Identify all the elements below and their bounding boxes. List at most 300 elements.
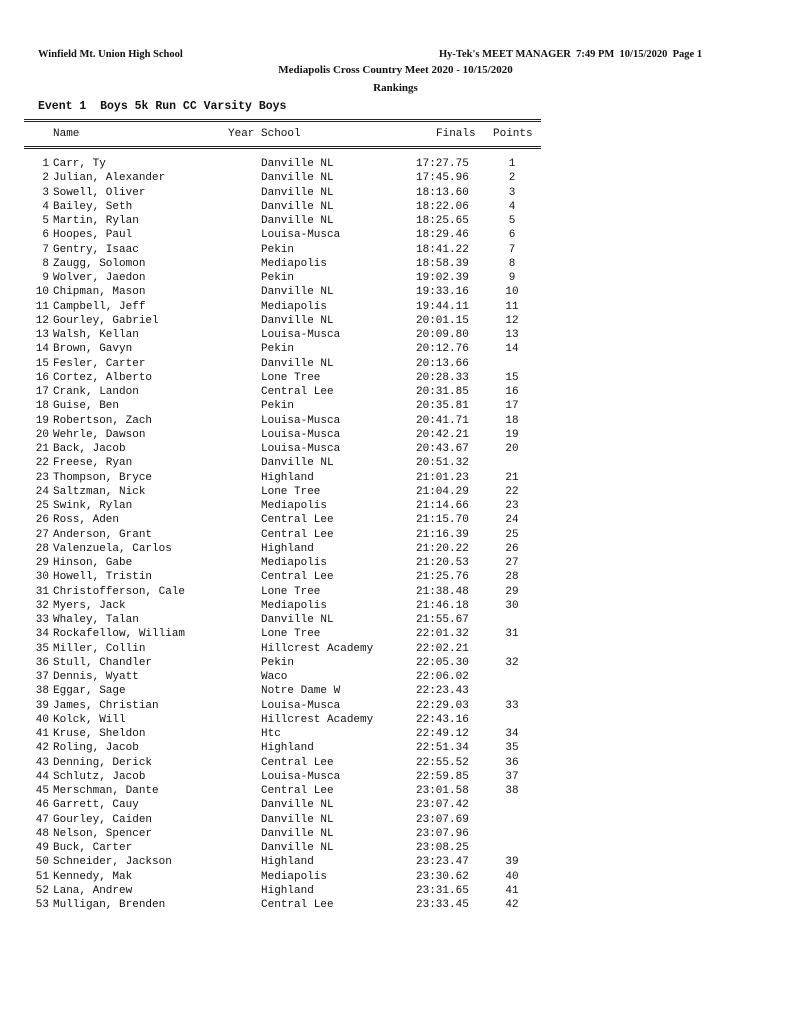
result-time: 19:44.11 — [416, 300, 469, 313]
result-name: Guise, Ben — [53, 400, 120, 413]
result-name: Gourley, Gabriel — [53, 314, 159, 327]
result-points: 38 — [505, 785, 519, 797]
result-time: 23:07.42 — [416, 799, 469, 812]
table-row — [24, 485, 544, 499]
result-name: Zaugg, Solomon — [53, 257, 146, 270]
result-points: 30 — [505, 599, 519, 612]
result-time: 20:09.80 — [416, 329, 469, 341]
result-points: 33 — [505, 699, 519, 712]
result-school: Danville NL — [261, 614, 334, 626]
result-points: 24 — [505, 514, 519, 527]
result-points: 7 — [508, 243, 516, 256]
result-place: 4 — [42, 200, 49, 213]
result-school: Lone Tree — [261, 485, 321, 498]
result-name: Cortez, Alberto — [53, 371, 153, 384]
result-name: Valenzuela, Carlos — [53, 542, 172, 555]
result-school: Danville NL — [261, 314, 334, 327]
result-points: 13 — [505, 329, 519, 341]
result-name: Miller, Collin — [53, 642, 146, 655]
result-time: 22:01.32 — [416, 628, 469, 641]
result-place: 33 — [35, 614, 49, 626]
table-row — [24, 570, 544, 584]
result-school: Louisa-Musca — [261, 770, 341, 783]
result-name: Carr, Ty — [53, 158, 106, 170]
result-time: 18:41.22 — [416, 243, 469, 256]
result-time: 22:23.43 — [416, 685, 469, 698]
result-points: 4 — [508, 200, 516, 213]
result-school: Central Lee — [261, 528, 334, 541]
table-row — [24, 342, 544, 356]
result-name: Howell, Tristin — [53, 571, 153, 584]
result-name: Lana, Andrew — [53, 884, 133, 897]
result-place: 38 — [35, 685, 49, 698]
result-name: Stull, Chandler — [53, 656, 153, 669]
table-row — [24, 798, 544, 812]
result-place: 22 — [35, 457, 49, 470]
result-place: 3 — [42, 186, 49, 199]
result-place: 25 — [35, 500, 49, 512]
result-school: Danville NL — [261, 215, 334, 227]
result-points: 35 — [505, 742, 519, 755]
header-rule-bottom — [24, 146, 541, 149]
table-row — [24, 257, 544, 271]
result-place: 45 — [35, 785, 49, 797]
result-time: 21:20.22 — [416, 542, 469, 555]
result-name: Crank, Landon — [53, 386, 139, 398]
table-row — [24, 243, 544, 257]
result-school: Hillcrest Academy — [261, 642, 374, 655]
result-time: 21:04.29 — [416, 485, 469, 498]
result-time: 21:55.67 — [416, 614, 469, 626]
table-row — [24, 813, 544, 827]
result-name: Merschman, Dante — [53, 785, 159, 797]
result-place: 21 — [35, 443, 49, 455]
result-school: Pekin — [261, 343, 295, 356]
result-school: Waco — [261, 671, 288, 683]
table-row — [24, 855, 544, 869]
result-place: 52 — [35, 884, 49, 897]
result-name: Campbell, Jeff — [53, 300, 146, 313]
column-name: Name — [53, 128, 80, 140]
result-place: 10 — [35, 286, 49, 299]
result-points: 28 — [505, 571, 519, 584]
table-row — [24, 314, 544, 328]
table-row — [24, 428, 544, 442]
result-name: Kennedy, Mak — [53, 870, 133, 883]
result-school: Highland — [261, 742, 314, 755]
result-place: 16 — [35, 371, 49, 384]
result-school: Pekin — [261, 243, 295, 256]
result-points: 11 — [505, 300, 519, 313]
table-row — [24, 357, 544, 371]
result-school: Highland — [261, 471, 314, 484]
result-time: 17:27.75 — [416, 158, 469, 170]
table-row — [24, 414, 544, 428]
result-time: 21:01.23 — [416, 471, 469, 484]
result-name: Robertson, Zach — [53, 414, 153, 427]
result-place: 39 — [35, 699, 49, 712]
result-points: 40 — [505, 870, 519, 883]
result-points: 26 — [505, 542, 519, 555]
result-school: Louisa-Musca — [261, 229, 341, 242]
result-points: 36 — [505, 756, 519, 769]
result-place: 23 — [35, 471, 49, 484]
result-time: 20:43.67 — [416, 443, 469, 455]
result-place: 7 — [42, 243, 49, 256]
result-points: 16 — [505, 386, 519, 398]
result-time: 21:14.66 — [416, 500, 469, 512]
result-name: Christofferson, Cale — [53, 585, 186, 598]
table-row — [24, 827, 544, 841]
result-name: Myers, Jack — [53, 599, 126, 612]
result-points: 1 — [508, 158, 516, 170]
table-row — [24, 157, 544, 171]
result-school: Louisa-Musca — [261, 699, 341, 712]
table-row — [24, 228, 544, 242]
table-row — [24, 784, 544, 798]
result-place: 5 — [42, 215, 49, 227]
result-school: Lone Tree — [261, 628, 321, 641]
result-time: 20:12.76 — [416, 343, 469, 356]
result-name: Mulligan, Brenden — [53, 899, 166, 911]
table-row — [24, 442, 544, 456]
result-name: Gourley, Caiden — [53, 813, 153, 826]
result-points: 37 — [505, 770, 519, 783]
result-time: 22:51.34 — [416, 742, 469, 755]
result-place: 15 — [35, 357, 49, 370]
result-time: 20:31.85 — [416, 386, 469, 398]
result-time: 22:29.03 — [416, 699, 469, 712]
result-points: 17 — [505, 400, 519, 413]
column-finals: Finals — [436, 128, 476, 140]
table-row — [24, 328, 544, 342]
result-school: Louisa-Musca — [261, 329, 341, 341]
result-name: Buck, Carter — [53, 842, 133, 854]
table-row — [24, 513, 544, 527]
table-row — [24, 385, 544, 399]
table-row — [24, 471, 544, 485]
report-subtitle: Rankings — [373, 82, 418, 94]
result-school: Danville NL — [261, 186, 334, 199]
result-name: Dennis, Wyatt — [53, 671, 139, 683]
result-time: 18:13.60 — [416, 186, 469, 199]
result-time: 21:20.53 — [416, 557, 469, 569]
result-place: 36 — [35, 656, 49, 669]
table-row — [24, 599, 544, 613]
result-time: 21:25.76 — [416, 571, 469, 584]
result-name: Schneider, Jackson — [53, 856, 172, 869]
result-school: Central Lee — [261, 514, 334, 527]
result-school: Louisa-Musca — [261, 428, 341, 441]
result-name: Fesler, Carter — [53, 357, 146, 370]
result-points: 41 — [505, 884, 519, 897]
result-place: 34 — [35, 628, 49, 641]
result-name: Thompson, Bryce — [53, 471, 153, 484]
result-name: Eggar, Sage — [53, 685, 126, 698]
table-row — [24, 556, 544, 570]
result-time: 23:07.96 — [416, 827, 469, 840]
column-header-row — [24, 128, 544, 142]
result-points: 20 — [505, 443, 519, 455]
result-points: 25 — [505, 528, 519, 541]
result-points: 2 — [508, 172, 516, 185]
result-name: Garrett, Cauy — [53, 799, 139, 812]
result-school: Hillcrest Academy — [261, 713, 374, 726]
result-place: 37 — [35, 671, 49, 683]
result-name: Martin, Rylan — [53, 215, 139, 227]
result-school: Danville NL — [261, 813, 334, 826]
result-points: 15 — [505, 371, 519, 384]
result-time: 21:46.18 — [416, 599, 469, 612]
result-place: 42 — [35, 742, 49, 755]
result-name: Bailey, Seth — [53, 200, 133, 213]
result-points: 6 — [508, 229, 516, 242]
result-points: 5 — [508, 215, 516, 227]
table-row — [24, 699, 544, 713]
result-place: 41 — [35, 728, 49, 740]
result-school: Lone Tree — [261, 585, 321, 598]
result-time: 20:35.81 — [416, 400, 469, 413]
result-name: Rockafellow, William — [53, 628, 186, 641]
table-row — [24, 770, 544, 784]
table-row — [24, 300, 544, 314]
result-name: Wehrle, Dawson — [53, 428, 146, 441]
result-time: 22:06.02 — [416, 671, 469, 683]
result-school: Central Lee — [261, 899, 334, 911]
result-time: 18:25.65 — [416, 215, 469, 227]
table-row — [24, 371, 544, 385]
table-row — [24, 528, 544, 542]
result-time: 22:02.21 — [416, 642, 469, 655]
result-name: Walsh, Kellan — [53, 329, 139, 341]
result-time: 19:33.16 — [416, 286, 469, 299]
result-name: Hinson, Gabe — [53, 557, 133, 569]
result-name: Kruse, Sheldon — [53, 728, 146, 740]
table-row — [24, 171, 544, 185]
table-row — [24, 884, 544, 898]
result-time: 18:29.46 — [416, 229, 469, 242]
table-row — [24, 841, 544, 855]
result-time: 22:43.16 — [416, 713, 469, 726]
result-school: Louisa-Musca — [261, 414, 341, 427]
result-school: Pekin — [261, 272, 295, 284]
result-place: 12 — [35, 314, 49, 327]
result-time: 23:30.62 — [416, 870, 469, 883]
result-school: Highland — [261, 856, 314, 869]
result-school: Notre Dame W — [261, 685, 341, 698]
result-name: Chipman, Mason — [53, 286, 146, 299]
table-row — [24, 713, 544, 727]
result-points: 34 — [505, 728, 519, 740]
result-time: 20:51.32 — [416, 457, 469, 470]
result-name: Saltzman, Nick — [53, 485, 146, 498]
result-school: Central Lee — [261, 756, 334, 769]
table-row — [24, 684, 544, 698]
result-place: 31 — [35, 585, 49, 598]
result-name: Wolver, Jaedon — [53, 272, 146, 284]
result-points: 9 — [508, 272, 516, 284]
result-points: 3 — [508, 186, 516, 199]
result-points: 12 — [505, 314, 519, 327]
result-place: 48 — [35, 827, 49, 840]
result-time: 22:49.12 — [416, 728, 469, 740]
result-school: Danville NL — [261, 172, 334, 185]
result-place: 28 — [35, 542, 49, 555]
result-time: 22:55.52 — [416, 756, 469, 769]
result-school: Central Lee — [261, 571, 334, 584]
result-place: 8 — [42, 257, 49, 270]
table-row — [24, 642, 544, 656]
result-time: 20:42.21 — [416, 428, 469, 441]
result-school: Lone Tree — [261, 371, 321, 384]
result-name: Sowell, Oliver — [53, 186, 146, 199]
meet-title: Mediapolis Cross Country Meet 2020 - 10/15/2020 — [278, 64, 513, 76]
result-name: Gentry, Isaac — [53, 243, 139, 256]
result-school: Danville NL — [261, 286, 334, 299]
result-time: 21:16.39 — [416, 528, 469, 541]
result-points: 21 — [505, 471, 519, 484]
result-name: Back, Jacob — [53, 443, 126, 455]
result-time: 23:07.69 — [416, 813, 469, 826]
result-name: Swink, Rylan — [53, 500, 133, 512]
result-points: 29 — [505, 585, 519, 598]
table-row — [24, 756, 544, 770]
result-place: 40 — [35, 713, 49, 726]
result-school: Mediapolis — [261, 870, 328, 883]
table-row — [24, 271, 544, 285]
result-name: Roling, Jacob — [53, 742, 139, 755]
result-school: Central Lee — [261, 785, 334, 797]
result-points: 27 — [505, 557, 519, 569]
column-year-school: Year School — [228, 128, 301, 140]
result-place: 35 — [35, 642, 49, 655]
result-time: 18:22.06 — [416, 200, 469, 213]
result-school: Danville NL — [261, 842, 334, 854]
table-row — [24, 727, 544, 741]
table-row — [24, 499, 544, 513]
result-place: 43 — [35, 756, 49, 769]
results-table — [24, 157, 544, 912]
result-name: James, Christian — [53, 699, 159, 712]
table-row — [24, 613, 544, 627]
result-school: Mediapolis — [261, 257, 328, 270]
table-row — [24, 670, 544, 684]
result-time: 23:08.25 — [416, 842, 469, 854]
table-row — [24, 214, 544, 228]
result-school: Pekin — [261, 656, 295, 669]
result-name: Hoopes, Paul — [53, 229, 133, 242]
result-place: 14 — [35, 343, 49, 356]
result-place: 1 — [42, 158, 49, 170]
result-place: 46 — [35, 799, 49, 812]
result-name: Whaley, Talan — [53, 614, 139, 626]
table-row — [24, 456, 544, 470]
result-school: Mediapolis — [261, 500, 328, 512]
result-place: 13 — [35, 329, 49, 341]
result-name: Freese, Ryan — [53, 457, 133, 470]
result-name: Kolck, Will — [53, 713, 126, 726]
result-points: 42 — [505, 899, 519, 911]
header-rule-top — [24, 119, 541, 122]
table-row — [24, 741, 544, 755]
result-place: 32 — [35, 599, 49, 612]
result-points: 23 — [505, 500, 519, 512]
result-points: 22 — [505, 485, 519, 498]
table-row — [24, 656, 544, 670]
table-row — [24, 542, 544, 556]
result-place: 18 — [35, 400, 49, 413]
table-row — [24, 200, 544, 214]
result-school: Danville NL — [261, 357, 334, 370]
result-time: 22:05.30 — [416, 656, 469, 669]
result-time: 20:01.15 — [416, 314, 469, 327]
result-name: Denning, Derick — [53, 756, 153, 769]
result-school: Louisa-Musca — [261, 443, 341, 455]
result-time: 23:23.47 — [416, 856, 469, 869]
table-row — [24, 585, 544, 599]
table-row — [24, 627, 544, 641]
result-school: Highland — [261, 884, 314, 897]
result-place: 53 — [35, 899, 49, 911]
result-time: 21:38.48 — [416, 585, 469, 598]
result-name: Anderson, Grant — [53, 528, 153, 541]
result-points: 39 — [505, 856, 519, 869]
result-name: Ross, Aden — [53, 514, 120, 527]
event-title: Event 1 Boys 5k Run CC Varsity Boys — [38, 100, 287, 113]
result-time: 20:28.33 — [416, 371, 469, 384]
result-school: Central Lee — [261, 386, 334, 398]
result-time: 23:33.45 — [416, 899, 469, 911]
host-school: Winfield Mt. Union High School — [38, 49, 183, 60]
result-place: 30 — [35, 571, 49, 584]
result-place: 17 — [35, 386, 49, 398]
table-row — [24, 285, 544, 299]
result-school: Danville NL — [261, 827, 334, 840]
result-place: 11 — [35, 300, 49, 313]
result-points: 14 — [505, 343, 519, 356]
table-row — [24, 399, 544, 413]
result-place: 44 — [35, 770, 49, 783]
result-place: 20 — [35, 428, 49, 441]
result-name: Schlutz, Jacob — [53, 770, 146, 783]
result-name: Nelson, Spencer — [53, 827, 153, 840]
software-timestamp-page: Hy-Tek's MEET MANAGER 7:49 PM 10/15/2020 Page 1 — [439, 49, 703, 60]
result-points: 31 — [505, 628, 519, 641]
table-row — [24, 870, 544, 884]
result-time: 20:41.71 — [416, 414, 469, 427]
column-points: Points — [493, 128, 533, 140]
result-school: Danville NL — [261, 457, 334, 470]
result-place: 6 — [42, 229, 49, 242]
result-school: Danville NL — [261, 799, 334, 812]
result-school: Pekin — [261, 400, 295, 413]
result-place: 49 — [35, 842, 49, 854]
result-place: 2 — [42, 172, 49, 185]
result-time: 20:13.66 — [416, 357, 469, 370]
result-points: 8 — [508, 257, 516, 270]
result-time: 18:58.39 — [416, 257, 469, 270]
result-school: Mediapolis — [261, 599, 328, 612]
result-points: 19 — [505, 428, 519, 441]
result-place: 19 — [35, 414, 49, 427]
result-points: 32 — [505, 656, 519, 669]
result-time: 22:59.85 — [416, 770, 469, 783]
result-place: 29 — [35, 557, 49, 569]
result-place: 47 — [35, 813, 49, 826]
result-place: 27 — [35, 528, 49, 541]
result-school: Htc — [261, 728, 281, 740]
result-school: Danville NL — [261, 158, 334, 170]
